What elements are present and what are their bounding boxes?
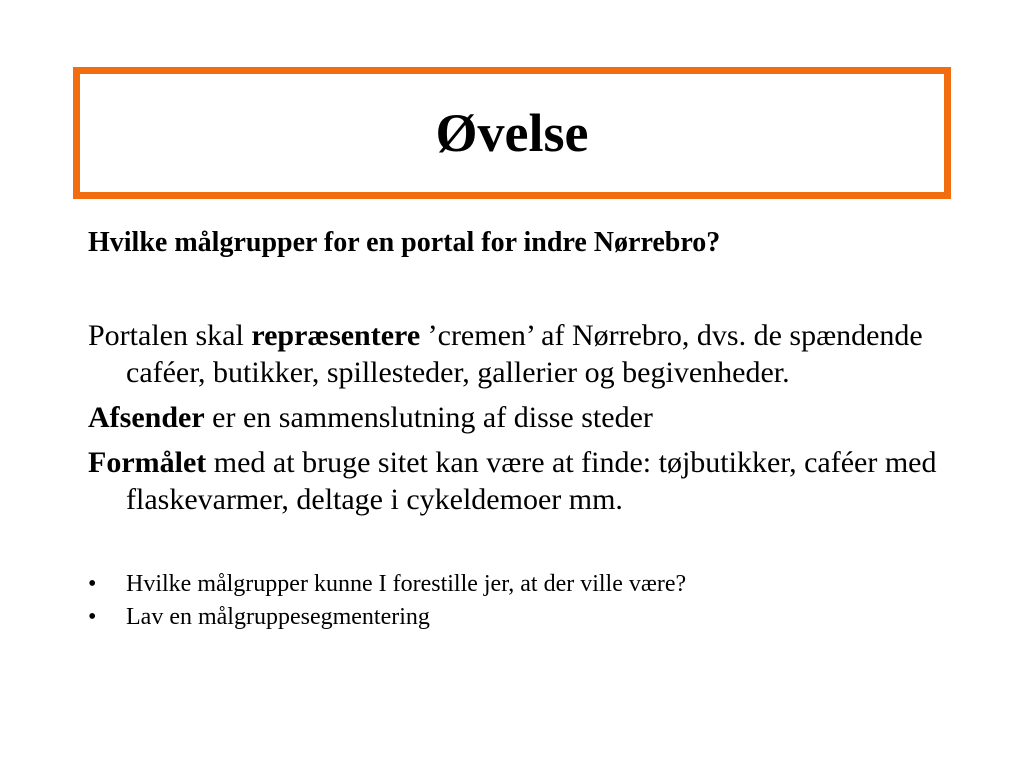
paragraph-sender-post: er en sammenslutning af disse steder — [204, 401, 653, 434]
paragraph-purpose-post: med at bruge sitet kan være at finde: tøjbutikker, caféer med flaskevarmer, deltage i cykeldemoer mm. — [126, 446, 937, 516]
paragraph-purpose — [88, 444, 958, 518]
slide-question: Hvilke målgrupper for en portal for indre Nørrebro? — [88, 227, 721, 258]
paragraph-portal-pre: Portalen skal — [88, 319, 252, 352]
bullet-item — [88, 568, 958, 601]
slide-content — [88, 223, 958, 634]
bullet-dot-icon: • — [88, 604, 97, 630]
bullet-dot-icon: • — [88, 571, 97, 597]
slide-title: Øvelse — [435, 103, 589, 163]
bullet-list — [88, 568, 958, 634]
title-box — [73, 67, 951, 199]
paragraph-purpose-bold: Formålet — [88, 446, 207, 479]
paragraph-portal — [88, 317, 958, 391]
bullet-text: Lav en målgruppesegmentering — [126, 604, 430, 630]
paragraph-sender-bold: Afsender — [88, 401, 205, 434]
bullet-text: Hvilke målgrupper kunne I forestille jer, at der ville være? — [126, 571, 687, 597]
paragraph-portal-post: ’cremen’ af Nørrebro, dvs. de spændende caféer, butikker, spillesteder, gallerier og begivenheder. — [126, 319, 923, 389]
paragraph-sender — [88, 399, 958, 436]
bullet-item — [88, 601, 958, 634]
paragraph-portal-bold: repræsentere — [251, 319, 421, 352]
